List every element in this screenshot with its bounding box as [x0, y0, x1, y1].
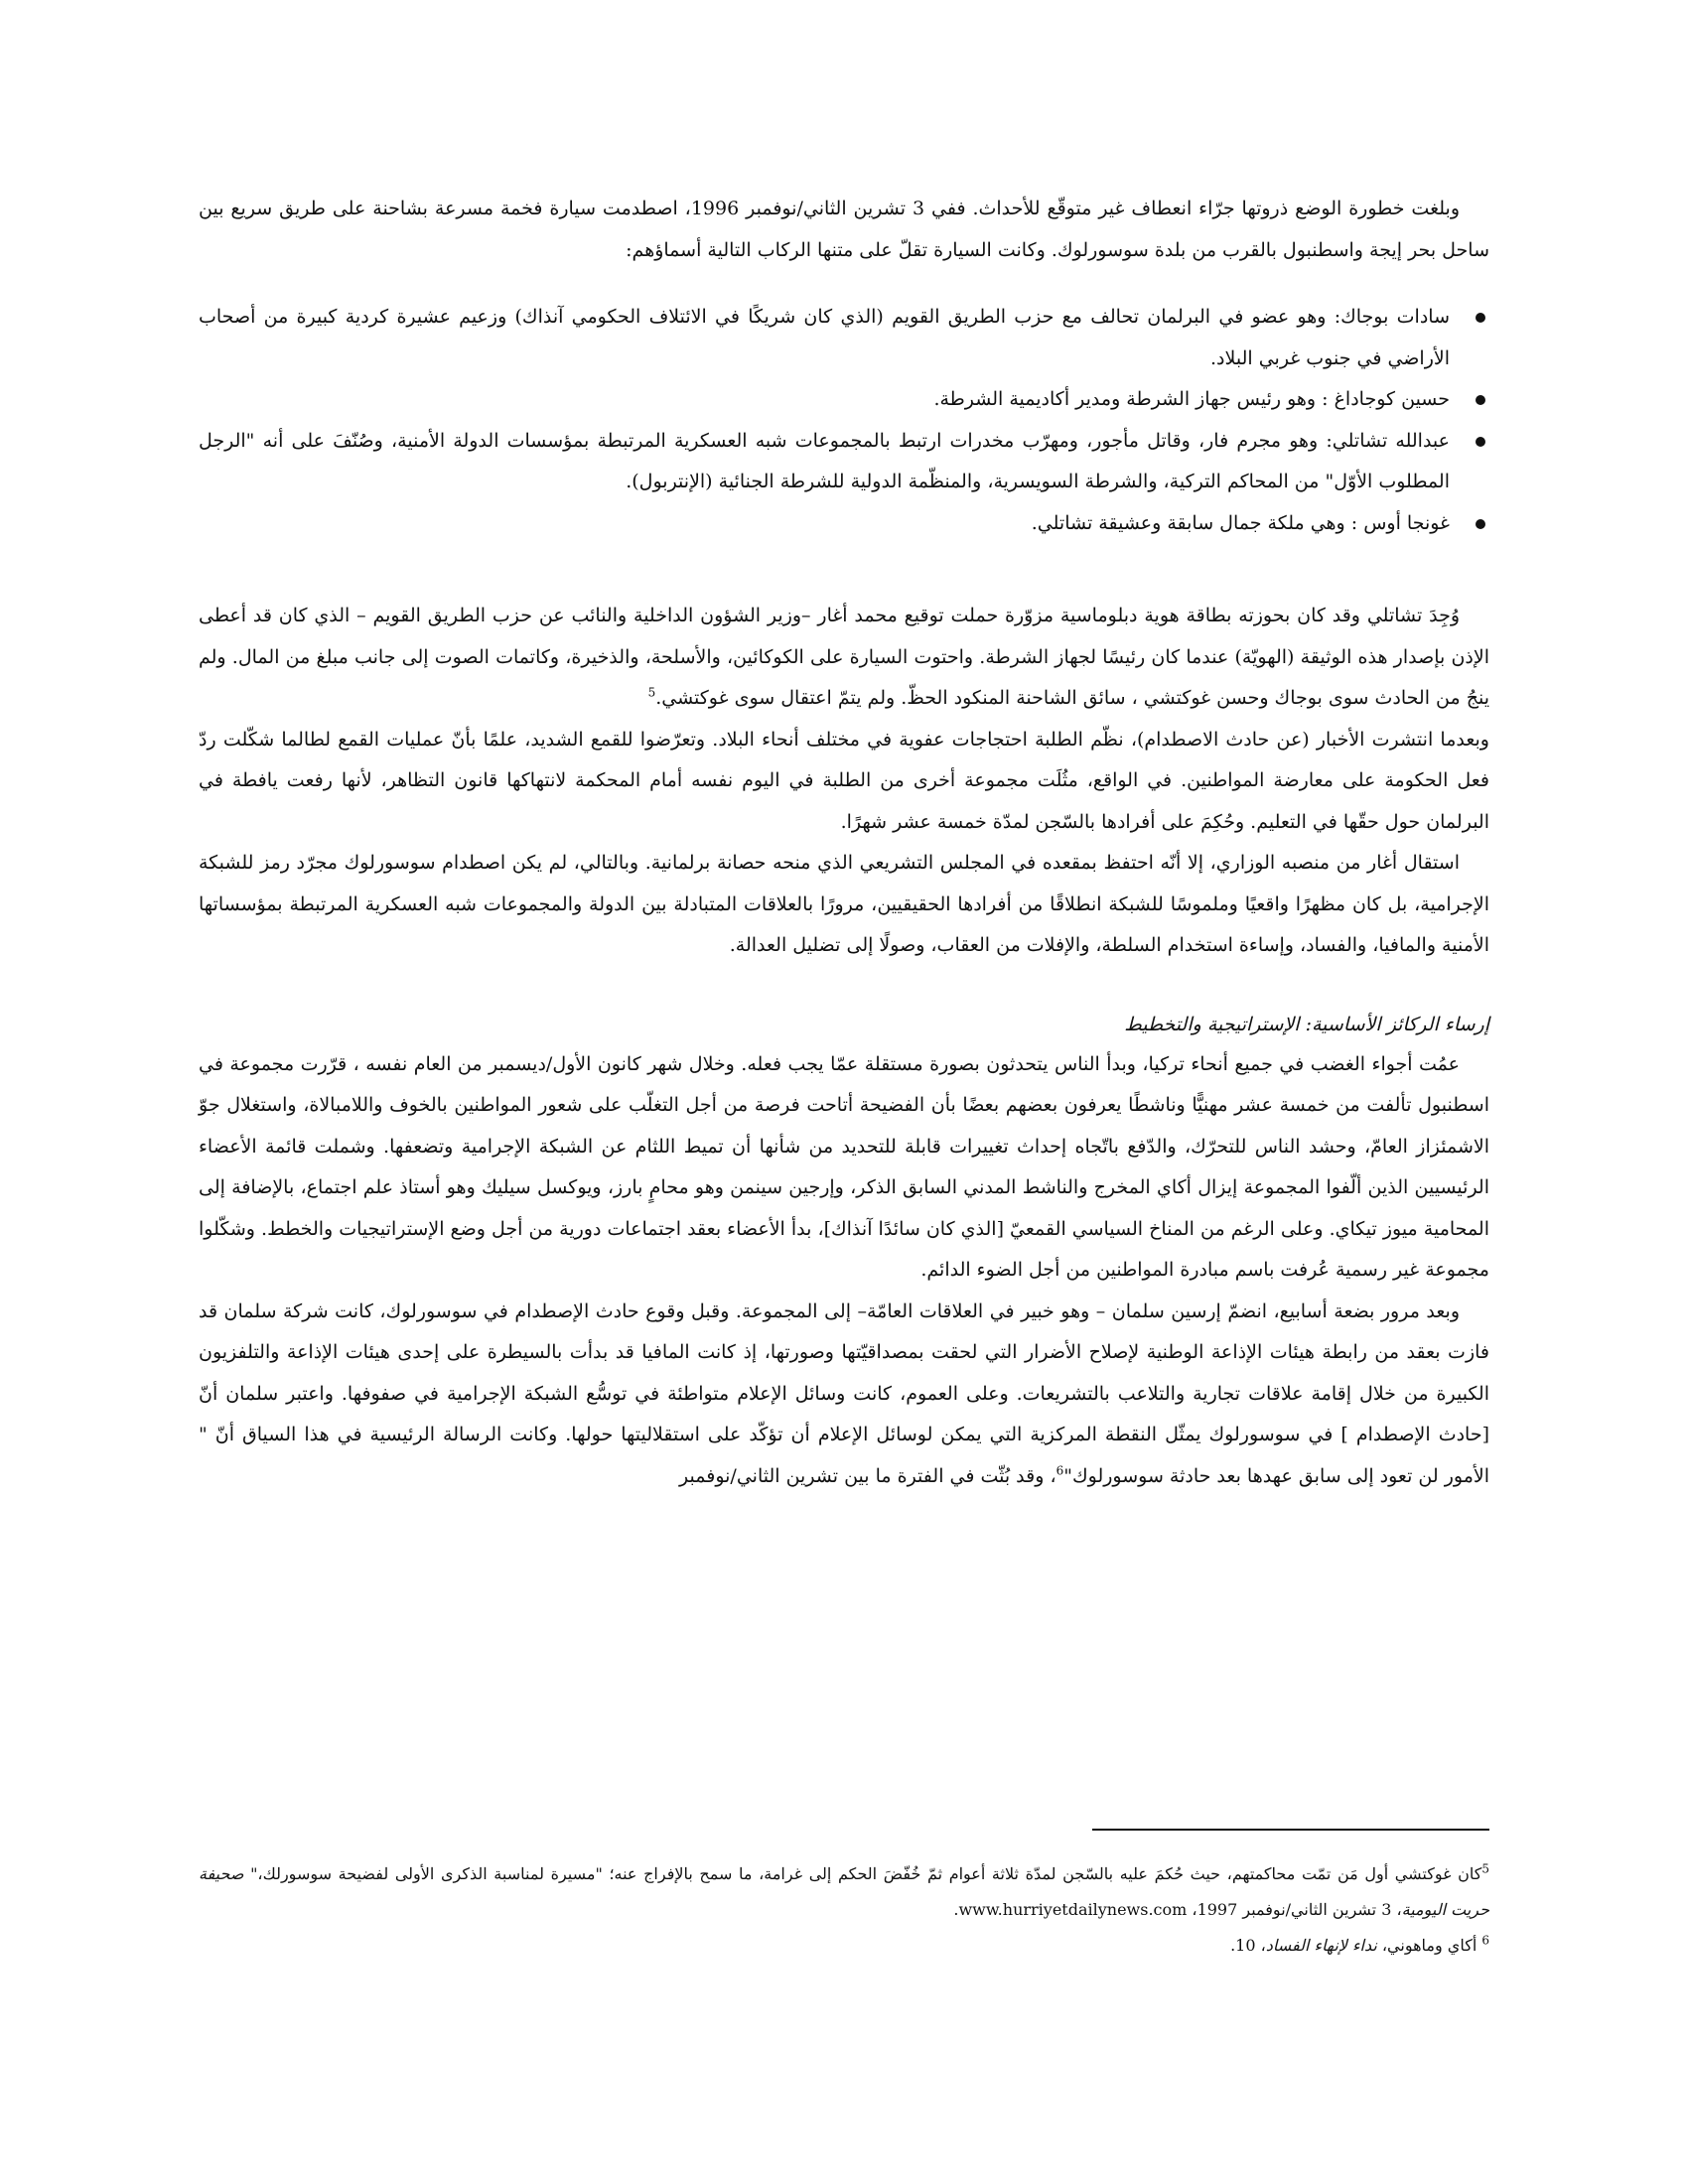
paragraph-found-text: وُجِدَ تشاتلي وقد كان بحوزته بطاقة هوية دبلوماسية مزوّرة حملت توقيع محمد أغار –وزير الشؤون الداخلية والنائب عن حزب الطريق القويم – الذي كان قد أعطى الإذن بإصدار هذه الوثيقة (الهويّة) عندما كان رئيسًا لجهاز الشرطة. واحتوت السيارة على الكوكائين، والأسلحة، والذخيرة، وكاتمات الصوت إلى جانب مبلغ من المال. ولم ينجُ من الحادث سوى بوجاك وحسن غوكتشي ، سائق الشاحنة المنكود الحظّ. ولم يتمّ اعتقال سوى غوكتشي.	[199, 605, 1489, 709]
paragraph-salman-joins	[199, 1292, 1489, 1498]
document-page	[199, 189, 1489, 2134]
footnote-ref-6[interactable]: 6	[1055, 1463, 1064, 1478]
footnote-5-source: صحيفة حريت اليومية	[199, 1864, 1489, 1919]
paragraph-student-protests: وبعدما انتشرت الأخبار (عن حادث الاصطدام)، نظّم الطلبة احتجاجات عفوية في مختلف أنحاء البلاد. وتعرّضوا للقمع الشديد، علمًا بأنّ عمليات القمع لطالما شكّلت ردّ فعل الحكومة على معارضة المواطنين. في الواقع، مثُلَت مجموعة أخرى من الطلبة في اليوم نفسه أمام المحكمة لانتهاكها قانون التظاهر، لأنها رفعت يافطة في البرلمان حول حقّها في التعليم. وحُكِمَ على أفرادها بالسّجن لمدّة خمسة عشر شهرًا.	[199, 728, 1489, 833]
footnote-5-url-link[interactable]: www.hurriyetdailynews.com	[958, 1900, 1188, 1919]
paragraph-salman-tail: ، وقد بُثّت في الفترة ما بين تشرين الثاني/نوفمبر	[679, 1464, 1056, 1487]
section-heading: إرساء الركائز الأساسية: الإستراتيجية والتخطيط	[1124, 1013, 1489, 1035]
list-item-passenger-catli: عبدالله تشاتلي: وهو مجرم فار، وقاتل مأجور، ومهرّب مخدرات ارتبط بالمجموعات شبه العسكرية المرتبطة بمؤسسات الدولة الأمنية، وصُنّفَ على أنه "الرجل المطلوب الأوّل" من المحاكم التركية، والشرطة السويسرية، والمنظّمة الدولية للشرطة الجنائية (الإنتربول).	[199, 421, 1489, 503]
footnote-6-page: ، 10.	[1230, 1936, 1266, 1955]
footnotes	[199, 1856, 1489, 1964]
footnote-5	[199, 1856, 1489, 1928]
paragraph-found-id	[199, 596, 1489, 720]
footnote-divider	[1092, 1829, 1489, 1831]
footnote-6-number: 6	[1481, 1933, 1489, 1948]
passenger-list	[199, 297, 1489, 544]
footnote-6-title: نداء لإنهاء الفساد	[1265, 1936, 1377, 1955]
paragraph-salman-text: وبعد مرور بضعة أسابيع، انضمّ إرسين سلمان – وهو خبير في العلاقات العامّة– إلى المجموعة. وقبل وقوع حادث الإصطدام في سوسورلوك، كانت شركة سلمان قد فازت بعقد من رابطة هيئات الإذاعة الوطنية لإصلاح الأضرار التي لحقت بمصداقيّتها وصورتها، إذ كانت المافيا قد بدأت بالسيطرة على إحدى هيئات الإذاعة والتلفزيون الكبيرة من خلال إقامة علاقات تجارية والتلاعب بالتشريعات. وعلى العموم، كانت وسائل الإعلام متواطئة في توسُّع الشبكة الإجرامية في صفوفها. واعتبر سلمان أنّ [حادث الإصطدام ] في سوسورلوك يمثّل النقطة المركزية التي يمكن لوسائل الإعلام أن تؤكّد على استقلاليتها حولها. وكانت الرسالة الرئيسية في هذا السياق أنّ " الأمور لن تعود إلى سابق عهدها بعد حادثة سوسورلوك"	[199, 1299, 1489, 1487]
list-item-passenger-us: غونجا أوس : وهي ملكة جمال سابقة وعشيقة تشاتلي.	[199, 503, 1489, 545]
footnote-6-authors: أكاي وماهوني،	[1376, 1936, 1477, 1955]
footnote-5-number: 5	[1481, 1861, 1489, 1876]
list-item-passenger-bucak: سادات بوجاك: وهو عضو في البرلمان تحالف مع حزب الطريق القويم (الذي كان شريكًا في الائتلاف الحكومي آنذاك) وزعيم عشيرة كردية كبيرة من أصحاب الأراضي في جنوب غربي البلاد.	[199, 297, 1489, 379]
footnote-6	[199, 1928, 1489, 1964]
footnote-5-end: .	[953, 1900, 959, 1919]
footnote-5-text: كان غوكتشي أول مَن تمّت محاكمتهم، حيث حُكمَ عليه بالسّجن لمدّة ثلاثة أعوام ثمّ خُفّضَ الحكم إلى غرامة، ما سمح بالإفراج عنه؛ "مسيرة لمناسبة الذكرى الأولى لفضيحة سوسورلك،"	[250, 1864, 1482, 1883]
list-item-passenger-kocadag: حسين كوجاداغ : وهو رئيس جهاز الشرطة ومدير أكاديمية الشرطة.	[199, 379, 1489, 421]
footnote-5-date: ، 3 تشرين الثاني/نوفمبر 1997،	[1187, 1900, 1402, 1919]
paragraph-agar-resignation: استقال أغار من منصبه الوزاري، إلا أنّه احتفظ بمقعده في المجلس التشريعي الذي منحه حصانة برلمانية. وبالتالي، لم يكن اصطدام سوسورلوك مجرّد رمز للشبكة الإجرامية، بل كان مظهرًا واقعيًا وملموسًا للشبكة انطلاقًا من أفرادها الحقيقيين، مرورًا بالعلاقات المتبادلة بين الدولة والمجموعات شبه العسكرية المرتبطة بمؤسساتها الأمنية والمافيا، والفساد، وإساءة استخدام السلطة، والإفلات من العقاب، وصولًا إلى تضليل العدالة.	[199, 852, 1489, 956]
footnote-ref-5[interactable]: 5	[647, 685, 656, 700]
paragraph-crash-intro: وبلغت خطورة الوضع ذروتها جرّاء انعطاف غير متوقّع للأحداث. ففي 3 تشرين الثاني/نوفمبر 1996، اصطدمت سيارة فخمة مسرعة بشاحنة على طريق سريع بين ساحل بحر إيجة واسطنبول بالقرب من بلدة سوسورلوك. وكانت السيارة تقلّ على متنها الركاب التالية أسماؤهم:	[199, 198, 1489, 261]
paragraph-public-anger: عمُت أجواء الغضب في جميع أنحاء تركيا، وبدأ الناس يتحدثون بصورة مستقلة عمّا يجب فعله. وخلال شهر كانون الأول/ديسمبر من العام نفسه ، قرّرت مجموعة في اسطنبول تألفت من خمسة عشر مهنيًّا وناشطًا يعرفون بعضهم بعضًا بأن الفضيحة أتاحت فرصة من أجل التغلّب على شعور المواطنين بالخوف واللامبالاة، واستغلال جوّ الاشمئزاز العامّ، وحشد الناس للتحرّك، والدّفع باتّجاه إحداث تغييرات قابلة للتحديد من شأنها أن تميط اللثام عن الشبكة الإجرامية وتضعفها. وشملت قائمة الأعضاء الرئيسيين الذين ألّفوا المجموعة إيزال أكاي المخرج والناشط المدني السابق الذكر، وإرجين سينمن وهو محامٍ بارز، ويوكسل سيليك وهو أستاذ علم اجتماع، بالإضافة إلى المحامية ميوز تيكاي. وعلى الرغم من المناخ السياسي القمعيّ [الذي كان سائدًا آنذاك]، بدأ الأعضاء بعقد اجتماعات دورية من أجل وضع الإستراتيجيات والخطط. وشكّلوا مجموعة غير رسمية عُرفت باسم مبادرة المواطنين من أجل الضوء الدائم.	[199, 1052, 1489, 1281]
